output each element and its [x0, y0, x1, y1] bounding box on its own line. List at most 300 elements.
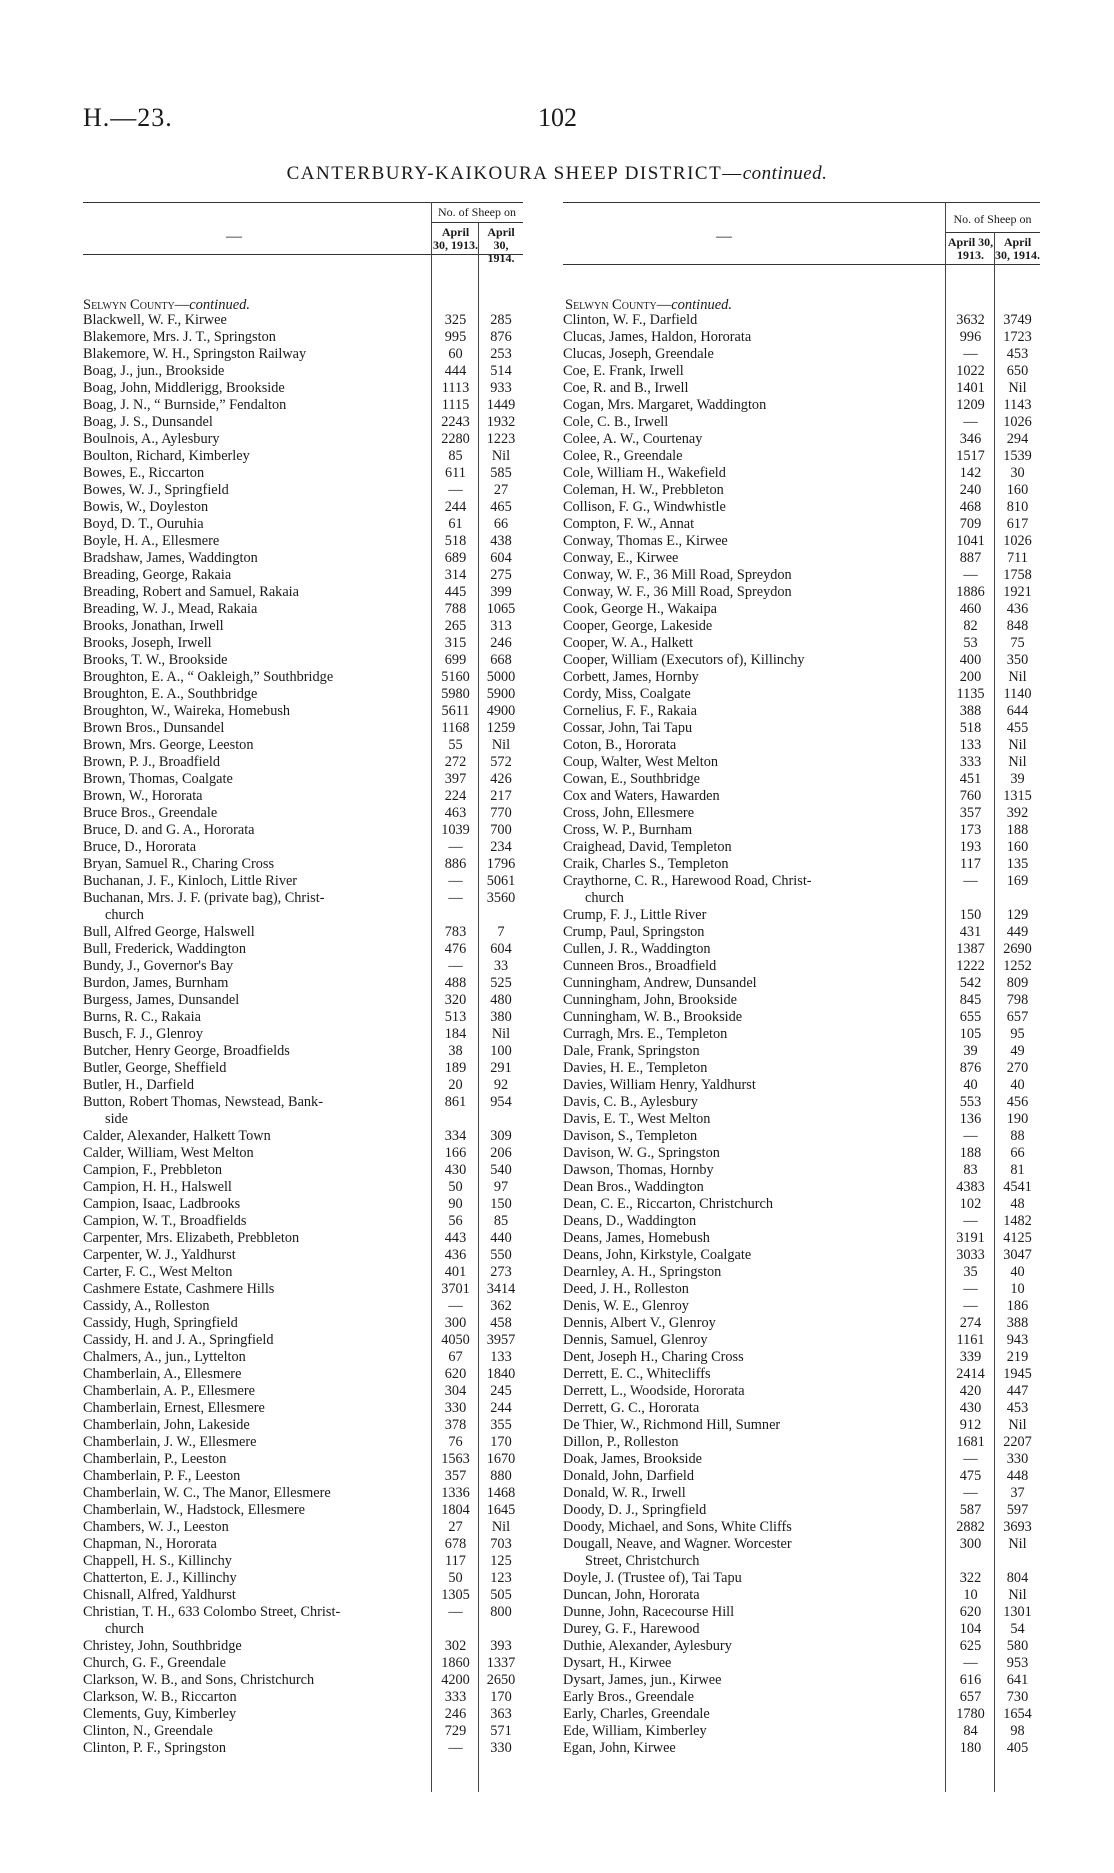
page-number: 102 [538, 103, 577, 132]
owner-name [563, 1145, 943, 1162]
sheep-count-1913: 330 [444, 1400, 467, 1416]
owner-name-line: Boyd, D. T., Ouruhia [83, 516, 204, 532]
owner-name [83, 1519, 428, 1536]
owner-name [83, 754, 428, 771]
owner-name [83, 1060, 428, 1077]
table-row [83, 1434, 523, 1451]
table-row [83, 346, 523, 363]
sheep-count-1913: 388 [959, 703, 982, 719]
table-row [563, 1383, 1040, 1400]
table-row [563, 448, 1040, 465]
table-row [563, 1264, 1040, 1281]
owner-name-line: Colee, R., Greendale [563, 448, 683, 464]
sheep-count-1914: 219 [1006, 1349, 1029, 1365]
table-row [563, 652, 1040, 669]
owner-name-line: Conway, W. F., 36 Mill Road, Spreydon [563, 567, 792, 583]
owner-name-line: Davison, W. G., Springston [563, 1145, 720, 1161]
sheep-count-1914: 291 [490, 1060, 512, 1076]
owner-name-line: Brown, Mrs. George, Leeston [83, 737, 254, 753]
sheep-count-1914: 449 [1006, 924, 1029, 940]
left-table [83, 202, 523, 1822]
table-row [563, 941, 1040, 958]
sheep-count-1913: 85 [448, 448, 463, 464]
sheep-count-1914: 3693 [1003, 1519, 1032, 1535]
table-row [563, 737, 1040, 754]
table-row [563, 975, 1040, 992]
sheep-count-1913: 518 [444, 533, 467, 549]
owner-name-line: Carpenter, W. J., Yaldhurst [83, 1247, 236, 1263]
owner-name [563, 1570, 943, 1587]
owner-name-line: Cullen, J. R., Waddington [563, 941, 711, 957]
owner-name-line: Donald, W. R., Irwell [563, 1485, 686, 1501]
sheep-count-1913: 445 [444, 584, 467, 600]
sheep-count-1913: — [963, 1655, 978, 1671]
owner-name [83, 550, 428, 567]
sheep-count-1913: 887 [959, 550, 982, 566]
owner-name-line: Ede, William, Kimberley [563, 1723, 707, 1739]
sheep-count-1913: — [963, 414, 978, 430]
table-row [563, 1689, 1040, 1706]
table-row [563, 1213, 1040, 1230]
owner-name-line: Buchanan, Mrs. J. F. (private bag), Christ- [83, 890, 325, 906]
owner-name-line: Cooper, William (Executors of), Killinchy [563, 652, 805, 668]
table-row [563, 1485, 1040, 1502]
sheep-count-1913: 334 [444, 1128, 467, 1144]
owner-name [83, 1570, 428, 1587]
owner-name-line: Cowan, E., Southbridge [563, 771, 701, 787]
sheep-count-1914: 800 [490, 1604, 512, 1620]
table-row [563, 550, 1040, 567]
sheep-count-1914: 550 [490, 1247, 512, 1263]
sheep-count-1914: 657 [1006, 1009, 1029, 1025]
sheep-count-1913: 76 [448, 1434, 463, 1450]
owner-name-line: Denis, W. E., Glenroy [563, 1298, 689, 1314]
sheep-count-1913: 430 [959, 1400, 982, 1416]
table-row [83, 1196, 523, 1213]
table-row [563, 635, 1040, 652]
sheep-count-1914: 244 [490, 1400, 512, 1416]
owner-name-line: Coe, R. and B., Irwell [563, 380, 689, 396]
sheep-count-1914: 39 [1010, 771, 1025, 787]
sheep-count-1913: 133 [959, 737, 982, 753]
table-row [83, 567, 523, 584]
sheep-count-1914: 572 [490, 754, 512, 770]
sheep-count-1913: 325 [444, 312, 467, 328]
owner-name-line: Boag, John, Middlerigg, Brookside [83, 380, 285, 396]
owner-name [83, 1332, 428, 1349]
report-reference: H.—23. [83, 103, 173, 132]
owner-name [563, 1587, 943, 1604]
sheep-count-1913: 105 [959, 1026, 982, 1042]
sheep-count-1913: 1780 [956, 1706, 985, 1722]
owner-name-line: Cunningham, W. B., Brookside [563, 1009, 743, 1025]
sheep-count-1913: 136 [959, 1111, 982, 1127]
sheep-count-1913: 2243 [441, 414, 470, 430]
owner-name-line: Bruce, D., Hororata [83, 839, 197, 855]
sheep-count-1913: 431 [959, 924, 982, 940]
owner-name [563, 1536, 943, 1570]
table-row [83, 635, 523, 652]
table-row [83, 584, 523, 601]
owner-name [83, 380, 428, 397]
owner-name [83, 1417, 428, 1434]
owner-name-line: Campion, H. H., Halswell [83, 1179, 232, 1195]
sheep-count-1913: 995 [444, 329, 467, 345]
owner-name [563, 1502, 943, 1519]
sheep-count-1914: Nil [1008, 737, 1027, 753]
county-name: Selwyn County— [565, 297, 672, 313]
sheep-count-1914: 350 [1006, 652, 1029, 668]
table-row [563, 669, 1040, 686]
owner-name [563, 312, 943, 329]
sheep-count-1913: 1886 [956, 584, 985, 600]
owner-name-line: Bowis, W., Doyleston [83, 499, 209, 515]
table-row [563, 499, 1040, 516]
table-row [83, 1553, 523, 1570]
owner-name [83, 1451, 428, 1468]
owner-name [83, 1077, 428, 1094]
table-row [563, 1519, 1040, 1536]
table-row [563, 1417, 1040, 1434]
sheep-count-1914: 571 [490, 1723, 512, 1739]
sheep-count-1914: Nil [491, 737, 511, 753]
sheep-count-1913: 1039 [441, 822, 470, 838]
sheep-count-1913: 244 [444, 499, 467, 515]
sheep-count-1913: 475 [959, 1468, 982, 1484]
table-row [83, 1213, 523, 1230]
sheep-count-1914: 88 [1010, 1128, 1025, 1144]
owner-name [83, 482, 428, 499]
owner-name [83, 312, 428, 329]
sheep-count-1913: 82 [963, 618, 978, 634]
table-row [83, 1451, 523, 1468]
owner-name-line: Chapman, N., Hororata [83, 1536, 217, 1552]
owner-name [83, 805, 428, 822]
owner-name-line: Cross, John, Ellesmere [563, 805, 695, 821]
table-row [563, 1502, 1040, 1519]
sheep-count-1914: 7 [497, 924, 505, 940]
owner-name-line: Davis, C. B., Aylesbury [563, 1094, 698, 1110]
owner-name-line: Dunne, John, Racecourse Hill [563, 1604, 735, 1620]
owner-name-line: Coe, E. Frank, Irwell [563, 363, 684, 379]
sheep-count-1913: 84 [963, 1723, 978, 1739]
sheep-count-1913: 300 [444, 1315, 467, 1331]
owner-name-line: Bowes, W. J., Springfield [83, 482, 229, 498]
owner-name [83, 465, 428, 482]
owner-name-line: Cassidy, H. and J. A., Springfield [83, 1332, 274, 1348]
owner-name [83, 618, 428, 635]
owner-name [83, 397, 428, 414]
sheep-count-1913: 357 [444, 1468, 467, 1484]
owner-name [563, 1383, 943, 1400]
table-row [83, 1060, 523, 1077]
owner-name [563, 584, 943, 601]
sheep-count-1913: 861 [444, 1094, 467, 1110]
sheep-count-1914: 3414 [486, 1281, 516, 1297]
owner-name [83, 1315, 428, 1332]
sheep-count-1913: 53 [963, 635, 978, 651]
sheep-count-1914: 514 [490, 363, 512, 379]
owner-name [83, 499, 428, 516]
table-row [83, 992, 523, 1009]
owner-name-line: Crump, F. J., Little River [563, 907, 707, 923]
owner-name [83, 771, 428, 788]
owner-name [563, 1213, 943, 1230]
table-row [83, 1638, 523, 1655]
sheep-count-1914: 1315 [1003, 788, 1032, 804]
sheep-count-1914: 129 [1006, 907, 1029, 923]
owner-name-line: Davison, S., Templeton [563, 1128, 698, 1144]
sheep-count-1913: 1041 [956, 533, 985, 549]
table-row [563, 1094, 1040, 1111]
owner-name-line: Doody, D. J., Springfield [563, 1502, 707, 1518]
owner-name [563, 1349, 943, 1366]
owner-name [563, 618, 943, 635]
owner-name-line: Clements, Guy, Kimberley [83, 1706, 237, 1722]
top-rule [563, 202, 1040, 203]
sheep-count-1914: 309 [490, 1128, 512, 1144]
county-name: Selwyn County— [83, 297, 190, 313]
sheep-count-1914: 426 [490, 771, 512, 787]
owner-name-line: Boag, J. S., Dunsandel [83, 414, 213, 430]
owner-name [83, 1604, 428, 1638]
table-row [83, 1162, 523, 1179]
table-row [563, 703, 1040, 720]
owner-name-line: Brown, Thomas, Coalgate [83, 771, 233, 787]
owner-name-line: Dougall, Neave, and Wagner. Worcester [563, 1536, 792, 1552]
owner-name-line: Bowes, E., Riccarton [83, 465, 205, 481]
sheep-count-1913: 274 [959, 1315, 982, 1331]
sheep-count-1913: 50 [448, 1570, 463, 1586]
sheep-count-1914: 453 [1006, 1400, 1029, 1416]
sheep-count-1913: — [963, 1128, 978, 1144]
table-row [563, 958, 1040, 975]
table-row [563, 1740, 1040, 1757]
sheep-count-1914: 150 [490, 1196, 512, 1212]
table-row [563, 312, 1040, 329]
owner-name-line: Bruce Bros., Greendale [83, 805, 218, 821]
owner-name-continuation: church [585, 890, 624, 906]
owner-name-line: Dysart, H., Kirwee [563, 1655, 672, 1671]
owner-name [83, 1536, 428, 1553]
sheep-count-1914: 1796 [486, 856, 516, 872]
table-row [83, 924, 523, 941]
owner-name-line: Christian, T. H., 633 Colombo Street, Christ- [83, 1604, 341, 1620]
sheep-count-1913: 184 [444, 1026, 467, 1042]
owner-name [83, 1196, 428, 1213]
owner-name-line: Blakemore, Mrs. J. T., Springston [83, 329, 276, 345]
sheep-count-1914: 1840 [486, 1366, 516, 1382]
owner-name-line: Dawson, Thomas, Hornby [563, 1162, 714, 1178]
owner-name-line: Breading, George, Rakaia [83, 567, 232, 583]
sheep-count-1913: 3632 [956, 312, 985, 328]
right-table [563, 202, 1040, 1822]
sheep-count-1913: 5980 [441, 686, 470, 702]
owner-name [563, 1077, 943, 1094]
owner-name [83, 652, 428, 669]
sheep-count-1913: 542 [959, 975, 982, 991]
sheep-count-1913: 173 [959, 822, 982, 838]
owner-name-line: Cordy, Miss, Coalgate [563, 686, 691, 702]
owner-name [563, 1689, 943, 1706]
owner-name-line: Cox and Waters, Hawarden [563, 788, 720, 804]
sheep-count-group-header: No. of Sheep on [953, 212, 1032, 226]
sheep-count-1913: — [963, 1451, 978, 1467]
sheep-count-1913: 302 [444, 1638, 467, 1654]
owner-name-line: Chamberlain, W. C., The Manor, Ellesmere [83, 1485, 331, 1501]
table-row [563, 1077, 1040, 1094]
table-row [83, 1400, 523, 1417]
sheep-count-1914: Nil [1008, 669, 1027, 685]
sheep-count-1914: 1723 [1003, 329, 1032, 345]
sheep-count-1913: 333 [959, 754, 982, 770]
table-row [563, 1128, 1040, 1145]
owner-name [563, 754, 943, 771]
sheep-count-1913: 117 [445, 1553, 466, 1569]
sheep-count-1913: — [448, 890, 463, 906]
owner-name [563, 1638, 943, 1655]
owner-name [83, 584, 428, 601]
sheep-count-1914: 525 [490, 975, 512, 991]
owner-name-line: Chamberlain, P. F., Leeston [83, 1468, 241, 1484]
owner-name-line: Boyle, H. A., Ellesmere [83, 533, 220, 549]
table-row [563, 1162, 1040, 1179]
sheep-count-1913: 1022 [956, 363, 985, 379]
table-row [563, 1230, 1040, 1247]
owner-name-line: Coup, Walter, West Melton [563, 754, 719, 770]
sheep-count-1914: 700 [490, 822, 512, 838]
sheep-count-1914: 81 [1010, 1162, 1025, 1178]
sheep-count-1913: 488 [444, 975, 467, 991]
owner-name-line: De Thier, W., Richmond Hill, Sumner [563, 1417, 781, 1433]
table-row [83, 839, 523, 856]
owner-name [83, 1009, 428, 1026]
owner-name [563, 1128, 943, 1145]
sheep-count-1914: 399 [490, 584, 512, 600]
owner-name [563, 1111, 943, 1128]
sheep-count-1914: 206 [490, 1145, 512, 1161]
table-row [83, 771, 523, 788]
owner-name [83, 1230, 428, 1247]
table-row [563, 907, 1040, 924]
sheep-count-1914: 458 [490, 1315, 512, 1331]
owner-name-line: Dean, C. E., Riccarton, Christchurch [563, 1196, 774, 1212]
owner-name-line: Deed, J. H., Rolleston [563, 1281, 689, 1297]
owner-name [563, 924, 943, 941]
owner-name [563, 771, 943, 788]
owner-name-line: Bryan, Samuel R., Charing Cross [83, 856, 275, 872]
sheep-count-1914: 10 [1010, 1281, 1025, 1297]
owner-name [563, 907, 943, 924]
table-row [563, 1655, 1040, 1672]
owner-name-line: Bradshaw, James, Waddington [83, 550, 258, 566]
owner-name [83, 992, 428, 1009]
sheep-count-1914: 253 [490, 346, 512, 362]
table-row [563, 1723, 1040, 1740]
owner-name [83, 329, 428, 346]
table-row [563, 397, 1040, 414]
owner-name-line: Broughton, E. A., Southbridge [83, 686, 258, 702]
table-row [563, 1349, 1040, 1366]
sheep-count-1913: — [963, 1485, 978, 1501]
sheep-count-1914: 943 [1006, 1332, 1029, 1348]
owner-name [83, 822, 428, 839]
sheep-count-1913: 4050 [441, 1332, 470, 1348]
table-row [563, 1706, 1040, 1723]
owner-name-line: Carter, F. C., West Melton [83, 1264, 233, 1280]
table-row [83, 1570, 523, 1587]
sheep-count-1913: 320 [444, 992, 467, 1008]
owner-name-line: Cornelius, F. F., Rakaia [563, 703, 697, 719]
owner-name-line: Coton, B., Hororata [563, 737, 677, 753]
owner-name-line: Cassidy, A., Rolleston [83, 1298, 210, 1314]
owner-name [563, 1026, 943, 1043]
sheep-count-1914: 188 [1006, 822, 1029, 838]
sheep-count-1913: 5611 [441, 703, 470, 719]
sheep-count-1913: — [448, 873, 463, 889]
owner-name-line: Dale, Frank, Springston [563, 1043, 700, 1059]
sheep-count-1913: — [963, 567, 978, 583]
owner-name [83, 1383, 428, 1400]
owner-name-line: Deans, James, Homebush [563, 1230, 710, 1246]
sheep-count-1914: 4125 [1003, 1230, 1032, 1246]
owner-name [563, 1468, 943, 1485]
table-row [563, 1332, 1040, 1349]
sheep-count-1913: 518 [959, 720, 982, 736]
owner-name [83, 1587, 428, 1604]
table-row [563, 431, 1040, 448]
sheep-count-1914: 97 [493, 1179, 509, 1195]
owner-name-line: Conway, W. F., 36 Mill Road, Spreydon [563, 584, 792, 600]
top-rule [83, 202, 523, 203]
sheep-count-1914: 2650 [486, 1672, 516, 1688]
sheep-count-1914: 1645 [486, 1502, 516, 1518]
owner-name [83, 1264, 428, 1281]
owner-name [563, 1264, 943, 1281]
owner-name [563, 1196, 943, 1213]
owner-name-line: Boag, J. N., “ Burnside,” Fendalton [83, 397, 287, 413]
table-row [563, 1298, 1040, 1315]
table-row [563, 1111, 1040, 1128]
owner-name [83, 975, 428, 992]
owner-name [563, 346, 943, 363]
table-row [83, 1043, 523, 1060]
sheep-count-1914: 362 [490, 1298, 512, 1314]
owner-name-line: Cross, W. P., Burnham [563, 822, 693, 838]
sheep-count-1913: 2414 [956, 1366, 985, 1382]
table-row [563, 1145, 1040, 1162]
sheep-count-1913: 180 [959, 1740, 982, 1756]
sheep-count-1913: 463 [444, 805, 467, 821]
owner-name-line: Cossar, John, Tai Tapu [563, 720, 693, 736]
table-row [83, 805, 523, 822]
owner-name-line: Clinton, N., Greendale [83, 1723, 213, 1739]
sheep-count-1914: 33 [493, 958, 509, 974]
sheep-count-1913: 443 [444, 1230, 467, 1246]
owner-name-line: Dennis, Albert V., Glenroy [563, 1315, 716, 1331]
owner-name [83, 1213, 428, 1230]
owner-name [563, 1247, 943, 1264]
table-row [563, 1043, 1040, 1060]
sheep-count-1913: 61 [448, 516, 463, 532]
owner-name-line: Duncan, John, Hororata [563, 1587, 700, 1603]
owner-name [563, 839, 943, 856]
sheep-count-1914: 770 [490, 805, 512, 821]
sheep-count-1914: 4900 [486, 703, 516, 719]
owner-name [563, 1604, 943, 1621]
sheep-count-1914: 1223 [486, 431, 516, 447]
table-row [563, 1315, 1040, 1332]
